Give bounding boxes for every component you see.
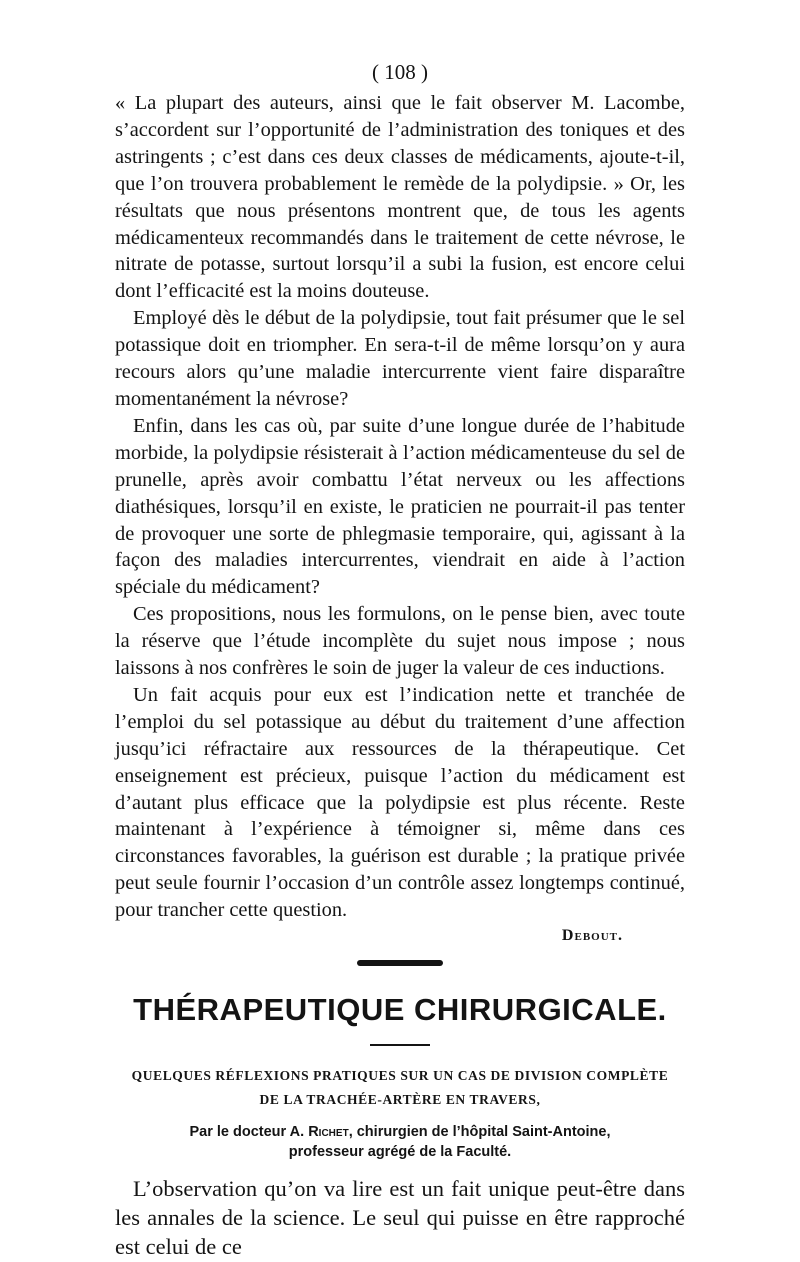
author-signature: Debout. <box>561 927 623 945</box>
paragraph-3: Enfin, dans les cas où, par suite d’une longue durée de l’habitude morbide, la polydipsie résisterait à l’action médicamenteuse du sel de prunelle, après avoir combattu l’état nerveux ou les affections diathésiques, lorsqu’il en existe, le praticien ne pourrait-il pas tenter de provoquer une sorte de phlegmasie temporaire, qui, agissant à la façon des maladies intercurrentes, viendrait en aide à l’action spéciale du médicament? <box>115 414 685 599</box>
byline-author-name: Richet <box>308 1124 349 1141</box>
article-subheading-line-1: QUELQUES RÉFLEXIONS PRATIQUES SUR UN CAS DE DIVISION COMPLÈTE <box>131 1068 669 1084</box>
paragraph-1: « La plupart des auteurs, ainsi que le fait observer M. Lacombe, s’accordent sur l’opportunité de l’administration des toniques et des astringents ; c’est dans ces deux classes de médicaments, ajoute-t-il, que l’on trouvera probablement le remède de la polydipsie. » Or, les résultats que nous présentons montrent que, de tous les agents médicamenteux recommandés dans le traitement de cette névrose, le nitrate de potasse, surtout lorsqu’il a subi la fusion, est encore celui dont l’efficacité est la moins douteuse. <box>115 92 685 303</box>
ornamental-divider <box>357 960 443 966</box>
paragraph-4: Ces propositions, nous les formulons, on le pense bien, avec toute la réserve que l’étude incomplète du sujet nous impose ; nous laissons à nos confrères le soin de juger la valeur de ces inductions. <box>115 603 685 680</box>
byline-suffix: , chirurgien de l’hôpital Saint-Antoine, <box>348 1124 611 1141</box>
section-title: THÉRAPEUTIQUE CHIRURGICALE. <box>133 992 667 1028</box>
section-rule <box>370 1044 430 1046</box>
document-page <box>115 58 685 1261</box>
byline-line-1 <box>115 1122 685 1142</box>
paragraph-5: Un fait acquis pour eux est l’indication nette et tranchée de l’emploi du sel potassique au début du traitement d’une affection jusqu’ici réfractaire aux ressources de la thérapeutique. Cet enseignement est précieux, puisque l’action du médicament est d’autant plus efficace que la polydipsie est plus récente. Reste maintenant à l’expérience à témoigner si, même dans ces circonstances favorables, la guérison est durable ; la pratique privée peut seule fournir l’occasion d’un contrôle assez longtemps continué, pour trancher cette question. <box>115 683 685 922</box>
author-byline <box>115 1122 685 1162</box>
article-subheading-line-2: DE LA TRACHÉE-ARTÈRE EN TRAVERS, <box>259 1092 541 1108</box>
closing-paragraph: L’observation qu’on va lire est un fait unique peut-être dans les annales de la science. Le seul qui puisse en être rapproché est celui de ce <box>115 1176 685 1260</box>
byline-line-2: professeur agrégé de la Faculté. <box>288 1144 512 1161</box>
page-number: ( 108 ) <box>372 60 428 84</box>
paragraph-2: Employé dès le début de la polydipsie, tout fait présumer que le sel potassique doit en triompher. En sera-t-il de même lorsqu’on y aura recours alors qu’une maladie intercurrente vient faire disparaître momentanément la névrose? <box>115 307 685 410</box>
byline-prefix: Par le docteur A. <box>189 1124 309 1141</box>
